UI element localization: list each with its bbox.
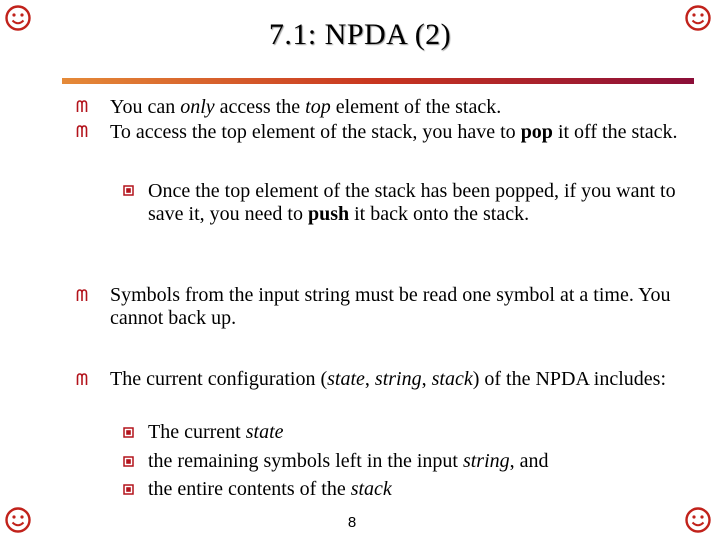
text-segment: push	[307, 203, 350, 225]
text-segment: ,	[364, 368, 375, 390]
text-segment: , and	[509, 450, 549, 472]
bullet-text	[110, 121, 680, 144]
text-segment: access the	[214, 96, 306, 118]
text-segment: string	[462, 450, 510, 472]
text-segment: stack	[350, 478, 392, 500]
bullet-text	[110, 368, 690, 391]
sub-bullet-text	[148, 478, 678, 501]
text-segment: ,	[421, 368, 432, 390]
text-segment: The current configuration (	[110, 368, 328, 390]
m-bullet-icon	[76, 123, 88, 139]
text-segment: You can	[110, 96, 181, 118]
text-segment: To access the top element of the stack, you have to	[110, 121, 521, 143]
text-segment: the remaining symbols left in the input	[148, 450, 463, 472]
square-bullet-icon	[123, 185, 134, 196]
sub-bullet-text	[148, 180, 678, 226]
text-segment: string	[374, 368, 422, 390]
text-segment: it off the stack.	[552, 121, 678, 143]
text-segment: The current	[148, 421, 246, 443]
text-segment: top	[305, 96, 331, 118]
text-segment: element of the stack.	[330, 96, 502, 118]
m-bullet-icon	[76, 371, 88, 387]
text-segment: it back onto the stack.	[349, 203, 530, 225]
text-segment: stack	[431, 368, 473, 390]
text-segment: state	[245, 421, 284, 443]
bullet-text	[110, 284, 690, 330]
square-bullet-icon	[123, 427, 134, 438]
text-segment: Once the top element of the stack has been popped, if you want to save it, you need to	[148, 180, 676, 225]
text-segment: pop	[520, 121, 553, 143]
page-number: 8	[347, 514, 357, 531]
text-segment: ) of the NPDA includes:	[472, 368, 667, 390]
sub-bullet-text	[148, 421, 678, 444]
bullet-text	[110, 96, 700, 119]
text-segment: Symbols from the input string must be read one symbol at a time. You cannot back up.	[110, 284, 671, 329]
text-segment: only	[180, 96, 215, 118]
square-bullet-icon	[123, 456, 134, 467]
slide-title: 7.1: NPDA (2)	[268, 18, 452, 51]
m-bullet-icon	[76, 98, 88, 114]
square-bullet-icon	[123, 484, 134, 495]
m-bullet-icon	[76, 287, 88, 303]
text-segment: state	[327, 368, 365, 390]
sub-bullet-text	[148, 450, 678, 473]
text-segment: the entire contents of the	[148, 478, 351, 500]
